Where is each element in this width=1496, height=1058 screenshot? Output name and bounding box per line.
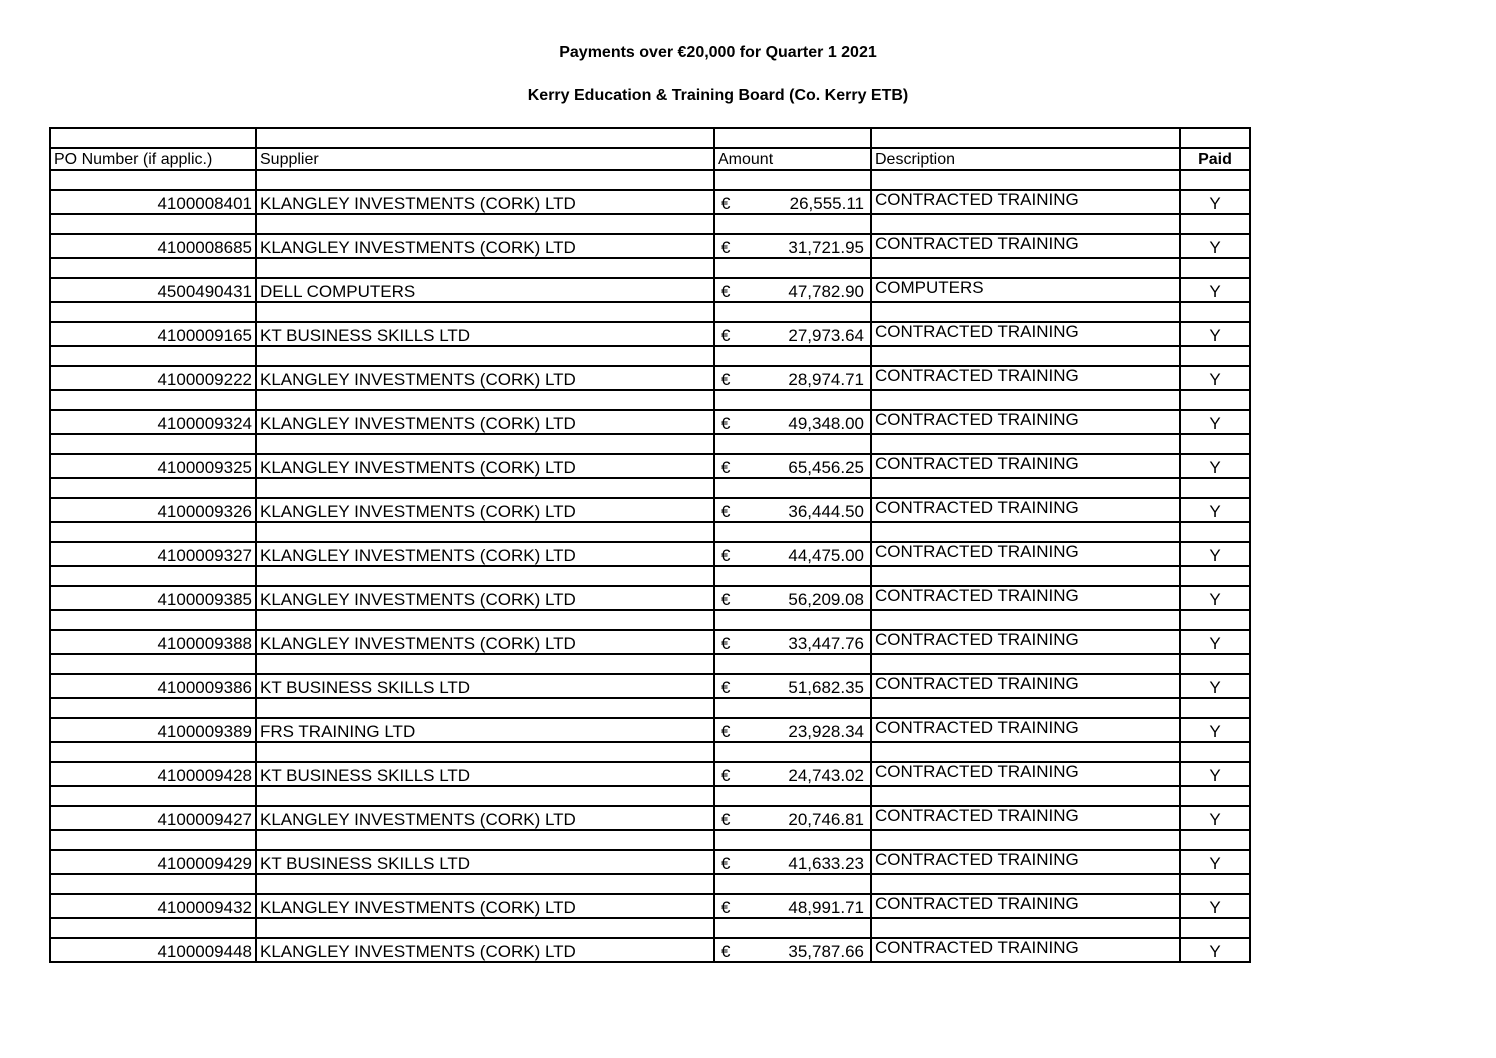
description-cell: CONTRACTED TRAINING	[871, 542, 1180, 566]
description-cell: CONTRACTED TRAINING	[871, 674, 1180, 698]
description-cell: CONTRACTED TRAINING	[871, 498, 1180, 522]
spacer-row	[50, 390, 1250, 410]
supplier-cell: KLANGLEY INVESTMENTS (CORK) LTD	[256, 234, 714, 258]
table-row	[50, 894, 1250, 918]
supplier-cell: KLANGLEY INVESTMENTS (CORK) LTD	[256, 410, 714, 434]
spacer-row	[50, 434, 1250, 454]
table-row	[50, 322, 1250, 346]
amount-cell	[714, 410, 871, 434]
amount-cell	[714, 894, 871, 918]
description-cell: COMPUTERS	[871, 278, 1180, 302]
currency-symbol: €	[721, 370, 731, 389]
spacer-row	[50, 214, 1250, 234]
description-cell: CONTRACTED TRAINING	[871, 322, 1180, 346]
supplier-cell: KLANGLEY INVESTMENTS (CORK) LTD	[256, 630, 714, 654]
description-cell: CONTRACTED TRAINING	[871, 762, 1180, 786]
amount-cell	[714, 938, 871, 962]
paid-cell: Y	[1180, 762, 1250, 786]
po-number-cell: 4100009448	[50, 938, 256, 962]
header-paid: Paid	[1180, 148, 1250, 170]
spacer-row	[50, 698, 1250, 718]
paid-cell: Y	[1180, 718, 1250, 742]
amount-value: 47,782.90	[788, 282, 864, 301]
po-number-cell: 4100008401	[50, 190, 256, 214]
currency-symbol: €	[721, 854, 731, 873]
table-row	[50, 630, 1250, 654]
supplier-cell: KT BUSINESS SKILLS LTD	[256, 674, 714, 698]
amount-value: 36,444.50	[788, 502, 864, 521]
amount-cell	[714, 278, 871, 302]
page-subtitle: Kerry Education & Training Board (Co. Kerry ETB)	[527, 87, 909, 104]
supplier-cell: KLANGLEY INVESTMENTS (CORK) LTD	[256, 586, 714, 610]
po-number-cell: 4100009327	[50, 542, 256, 566]
amount-cell	[714, 498, 871, 522]
po-number-cell: 4100009427	[50, 806, 256, 830]
header-amount: Amount	[714, 148, 871, 170]
spacer-row	[50, 346, 1250, 366]
amount-value: 51,682.35	[788, 678, 864, 697]
paid-cell: Y	[1180, 410, 1250, 434]
currency-symbol: €	[721, 458, 731, 477]
amount-value: 24,743.02	[788, 766, 864, 785]
amount-cell	[714, 850, 871, 874]
currency-symbol: €	[721, 722, 731, 741]
supplier-cell: KLANGLEY INVESTMENTS (CORK) LTD	[256, 498, 714, 522]
currency-symbol: €	[721, 942, 731, 961]
amount-cell	[714, 806, 871, 830]
table-row	[50, 674, 1250, 698]
amount-value: 33,447.76	[788, 634, 864, 653]
paid-cell: Y	[1180, 498, 1250, 522]
table-row	[50, 454, 1250, 478]
paid-cell: Y	[1180, 234, 1250, 258]
supplier-cell: DELL COMPUTERS	[256, 278, 714, 302]
amount-value: 23,928.34	[788, 722, 864, 741]
paid-cell: Y	[1180, 542, 1250, 566]
table-row	[50, 190, 1250, 214]
description-cell: CONTRACTED TRAINING	[871, 806, 1180, 830]
table-row	[50, 762, 1250, 786]
spacer-row	[50, 522, 1250, 542]
currency-symbol: €	[721, 546, 731, 565]
spacer-row	[50, 302, 1250, 322]
table-row	[50, 410, 1250, 434]
amount-cell	[714, 190, 871, 214]
amount-cell	[714, 366, 871, 390]
po-number-cell: 4100009325	[50, 454, 256, 478]
paid-cell: Y	[1180, 850, 1250, 874]
supplier-cell: KLANGLEY INVESTMENTS (CORK) LTD	[256, 454, 714, 478]
amount-cell	[714, 322, 871, 346]
currency-symbol: €	[721, 678, 731, 697]
table-row	[50, 718, 1250, 742]
spacer-row	[50, 170, 1250, 190]
paid-cell: Y	[1180, 674, 1250, 698]
currency-symbol: €	[721, 766, 731, 785]
supplier-cell: KLANGLEY INVESTMENTS (CORK) LTD	[256, 938, 714, 962]
amount-value: 20,746.81	[788, 810, 864, 829]
supplier-cell: KLANGLEY INVESTMENTS (CORK) LTD	[256, 894, 714, 918]
spacer-row	[50, 830, 1250, 850]
description-cell: CONTRACTED TRAINING	[871, 190, 1180, 214]
spacer-row	[50, 610, 1250, 630]
table-row	[50, 850, 1250, 874]
po-number-cell: 4100009326	[50, 498, 256, 522]
po-number-cell: 4100009222	[50, 366, 256, 390]
table-row	[50, 586, 1250, 610]
supplier-cell: KT BUSINESS SKILLS LTD	[256, 322, 714, 346]
header-supplier: Supplier	[256, 148, 714, 170]
currency-symbol: €	[721, 282, 731, 301]
supplier-cell: KLANGLEY INVESTMENTS (CORK) LTD	[256, 366, 714, 390]
table-row	[50, 806, 1250, 830]
amount-cell	[714, 454, 871, 478]
spacer-row	[50, 874, 1250, 894]
currency-symbol: €	[721, 810, 731, 829]
po-number-cell: 4100009165	[50, 322, 256, 346]
amount-cell	[714, 586, 871, 610]
description-cell: CONTRACTED TRAINING	[871, 850, 1180, 874]
currency-symbol: €	[721, 898, 731, 917]
amount-value: 65,456.25	[788, 458, 864, 477]
po-number-cell: 4100009428	[50, 762, 256, 786]
amount-value: 31,721.95	[788, 238, 864, 257]
paid-cell: Y	[1180, 586, 1250, 610]
amount-value: 35,787.66	[788, 942, 864, 961]
po-number-cell: 4100008685	[50, 234, 256, 258]
amount-value: 56,209.08	[788, 590, 864, 609]
paid-cell: Y	[1180, 366, 1250, 390]
spacer-row	[50, 128, 1250, 148]
amount-value: 48,991.71	[788, 898, 864, 917]
currency-symbol: €	[721, 590, 731, 609]
amount-cell	[714, 762, 871, 786]
currency-symbol: €	[721, 194, 731, 213]
supplier-cell: KT BUSINESS SKILLS LTD	[256, 850, 714, 874]
description-cell: CONTRACTED TRAINING	[871, 410, 1180, 434]
description-cell: CONTRACTED TRAINING	[871, 938, 1180, 962]
po-number-cell: 4100009389	[50, 718, 256, 742]
currency-symbol: €	[721, 502, 731, 521]
paid-cell: Y	[1180, 190, 1250, 214]
table-row	[50, 234, 1250, 258]
po-number-cell: 4100009429	[50, 850, 256, 874]
po-number-cell: 4100009386	[50, 674, 256, 698]
spacer-row	[50, 918, 1250, 938]
amount-cell	[714, 674, 871, 698]
description-cell: CONTRACTED TRAINING	[871, 630, 1180, 654]
paid-cell: Y	[1180, 630, 1250, 654]
description-cell: CONTRACTED TRAINING	[871, 234, 1180, 258]
po-number-cell: 4100009385	[50, 586, 256, 610]
currency-symbol: €	[721, 414, 731, 433]
header-row	[50, 148, 1250, 170]
description-cell: CONTRACTED TRAINING	[871, 894, 1180, 918]
paid-cell: Y	[1180, 322, 1250, 346]
po-number-cell: 4100009324	[50, 410, 256, 434]
header-po: PO Number (if applic.)	[50, 148, 256, 170]
supplier-cell: KLANGLEY INVESTMENTS (CORK) LTD	[256, 190, 714, 214]
amount-cell	[714, 630, 871, 654]
amount-value: 28,974.71	[788, 370, 864, 389]
description-cell: CONTRACTED TRAINING	[871, 366, 1180, 390]
description-cell: CONTRACTED TRAINING	[871, 586, 1180, 610]
amount-cell	[714, 718, 871, 742]
spacer-row	[50, 258, 1250, 278]
paid-cell: Y	[1180, 938, 1250, 962]
paid-cell: Y	[1180, 806, 1250, 830]
supplier-cell: KT BUSINESS SKILLS LTD	[256, 762, 714, 786]
po-number-cell: 4100009388	[50, 630, 256, 654]
po-number-cell: 4100009432	[50, 894, 256, 918]
header-description: Description	[871, 148, 1180, 170]
description-cell: CONTRACTED TRAINING	[871, 454, 1180, 478]
amount-value: 26,555.11	[789, 194, 864, 213]
spacer-row	[50, 654, 1250, 674]
paid-cell: Y	[1180, 278, 1250, 302]
table-row	[50, 938, 1250, 962]
amount-value: 41,633.23	[788, 854, 864, 873]
amount-cell	[714, 542, 871, 566]
supplier-cell: FRS TRAINING LTD	[256, 718, 714, 742]
description-cell: CONTRACTED TRAINING	[871, 718, 1180, 742]
spacer-row	[50, 786, 1250, 806]
amount-cell	[714, 234, 871, 258]
supplier-cell: KLANGLEY INVESTMENTS (CORK) LTD	[256, 806, 714, 830]
paid-cell: Y	[1180, 894, 1250, 918]
supplier-cell: KLANGLEY INVESTMENTS (CORK) LTD	[256, 542, 714, 566]
currency-symbol: €	[721, 634, 731, 653]
currency-symbol: €	[721, 326, 731, 345]
spacer-row	[50, 566, 1250, 586]
page-title: Payments over €20,000 for Quarter 1 2021	[559, 44, 877, 61]
paid-cell: Y	[1180, 454, 1250, 478]
table-row	[50, 278, 1250, 302]
payments-table	[49, 127, 1251, 963]
table-row	[50, 498, 1250, 522]
table-row	[50, 366, 1250, 390]
amount-value: 49,348.00	[788, 414, 864, 433]
amount-value: 27,973.64	[788, 326, 864, 345]
po-number-cell: 4500490431	[50, 278, 256, 302]
spacer-row	[50, 478, 1250, 498]
amount-value: 44,475.00	[788, 546, 864, 565]
currency-symbol: €	[721, 238, 731, 257]
table-row	[50, 542, 1250, 566]
spacer-row	[50, 742, 1250, 762]
